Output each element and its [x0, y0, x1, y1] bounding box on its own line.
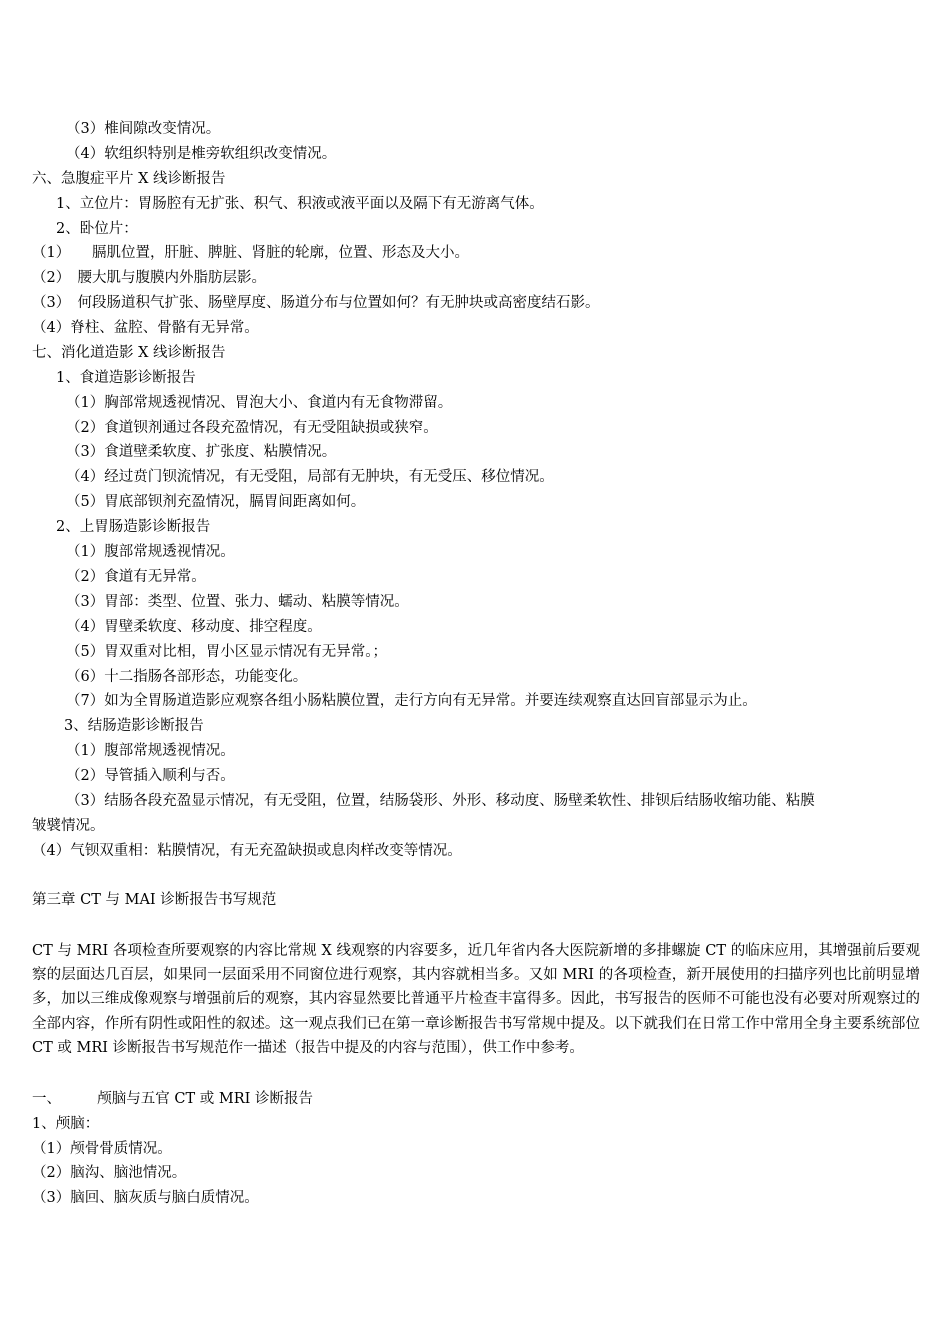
subsection-heading: 1、颅脑： [32, 1116, 100, 1132]
chapter-title: 第三章 CT 与 MAI 诊断报告书写规范 [32, 892, 277, 908]
text-line: （1）胸部常规透视情况、胃泡大小、食道内有无食物滞留。 [66, 395, 453, 411]
text-line: （1）腹部常规透视情况。 [66, 544, 235, 560]
section-heading: 一、 颅脑与五官 CT 或 MRI 诊断报告 [32, 1091, 313, 1107]
text-line: （7）如为全胃肠道造影应观察各组小肠粘膜位置，走行方向有无异常。并要连续观察直达回盲部显示为止。 [66, 693, 757, 709]
subsection-heading: 2、上胃肠造影诊断报告 [56, 519, 211, 535]
text-line: （4）气钡双重相：粘膜情况，有无充盈缺损或息肉样改变等情况。 [32, 843, 462, 859]
text-line: （4）软组织特别是椎旁软组织改变情况。 [66, 146, 337, 162]
text-line: 1、立位片：胃肠腔有无扩张、积气、积液或液平面以及隔下有无游离气体。 [56, 196, 544, 212]
section-heading: 七、消化道造影 X 线诊断报告 [32, 345, 226, 361]
text-line: （2）食道有无异常。 [66, 569, 206, 585]
text-line: （3） 何段肠道积气扩张、肠壁厚度、肠道分布与位置如何？有无肿块或高密度结石影。 [32, 295, 600, 311]
text-line: （5）胃双重对比相，胃小区显示情况有无异常。； [66, 644, 387, 660]
text-line: （2）脑沟、脑池情况。 [32, 1165, 187, 1181]
text-line: （3）食道壁柔软度、扩张度、粘膜情况。 [66, 444, 337, 460]
text-line: （2）食道钡剂通过各段充盈情况，有无受阻缺损或狭窄。 [66, 420, 438, 436]
body-paragraph: CT 与 MRI 各项检查所要观察的内容比常规 X 线观察的内容要多，近几年省内各大医院新增的多排螺旋 CT 的临床应用，其增强前后要观察的层面达几百层，如果同一层面采用不同窗位进行观察，其内容就相当多。又如 MRI 的各项检查，新开展使用的扫描序列也比前明显增多，加以三维成像观察与增强前后的观察，其内容显然要比普通平片检查丰富得多。因此，书写报告的医师不可能也没有必要对所观察过的全部内容，作所有阴性或阳性的叙述。这一观点我们已在第一章诊断报告书写常规中提及。以下就我们在日常工作中常用全身主要系统部位 CT 或 MRI 诊断报告书写规范作一描述（报告中提及的内容与范围），供工作中参考。 [32, 943, 920, 1056]
text-line: （1）腹部常规透视情况。 [66, 743, 235, 759]
text-line: （4）经过贲门钡流情况，有无受阻，局部有无肿块，有无受压、移位情况。 [66, 469, 554, 485]
text-line: 皱襞情况。 [32, 818, 105, 834]
text-line: （1） 膈肌位置，肝脏、脾脏、肾脏的轮廓，位置、形态及大小。 [32, 245, 469, 261]
subsection-heading: 3、结肠造影诊断报告 [64, 718, 204, 734]
text-line: （4）脊柱、盆腔、骨骼有无异常。 [32, 320, 259, 336]
text-line: （1）颅骨骨质情况。 [32, 1141, 172, 1157]
subsection-heading: 1、食道造影诊断报告 [56, 370, 196, 386]
text-line: （3）椎间隙改变情况。 [66, 121, 221, 137]
text-line: 2、卧位片： [56, 221, 138, 237]
text-line: （6）十二指肠各部形态，功能变化。 [66, 669, 308, 685]
text-line: （2）导管插入顺利与否。 [66, 768, 235, 784]
text-line: （3）脑回、脑灰质与脑白质情况。 [32, 1190, 259, 1206]
text-line: （2） 腰大肌与腹膜内外脂肪层影。 [32, 270, 266, 286]
section-heading: 六、急腹症平片 X 线诊断报告 [32, 171, 226, 187]
text-line: （3）结肠各段充盈显示情况，有无受阻，位置，结肠袋形、外形、移动度、肠壁柔软性、排钡后结肠收缩功能、粘膜 [66, 793, 815, 809]
text-line: （3）胃部：类型、位置、张力、蠕动、粘膜等情况。 [66, 594, 409, 610]
text-line: （4）胃壁柔软度、移动度、排空程度。 [66, 619, 322, 635]
text-line: （5）胃底部钡剂充盈情况，膈胃间距离如何。 [66, 494, 366, 510]
